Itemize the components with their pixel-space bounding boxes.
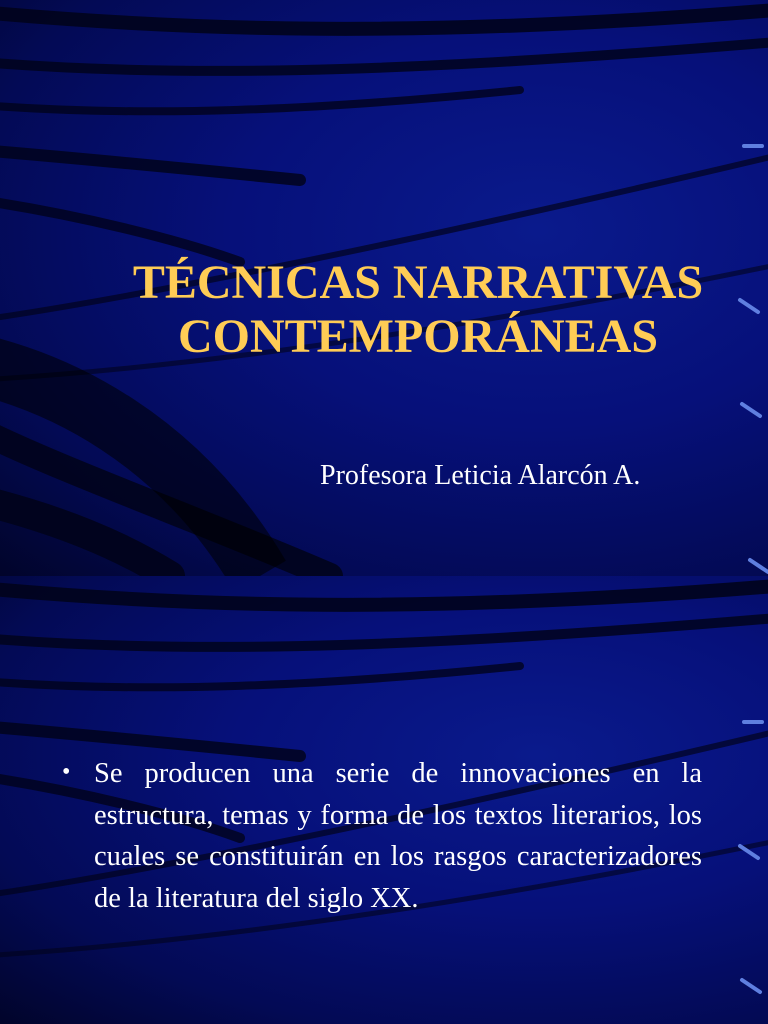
slide-title-line-2: CONTEMPORÁNEAS [177,310,659,363]
bullet-list [62,753,702,919]
slide-subtitle: Profesora Leticia Alarcón A. [320,460,641,491]
slide-title [60,256,768,364]
bullet-item: Se producen una serie de innovaciones en la estructura, temas y forma de los textos literarios, los cuales se constituirán en los rasgos caracterizadores de la literatura del siglo XX. [94,758,702,914]
slide-title-line-1: TÉCNICAS NARRATIVAS [132,256,704,309]
bullet-marker: • [62,759,71,785]
content-slide [0,576,768,1024]
